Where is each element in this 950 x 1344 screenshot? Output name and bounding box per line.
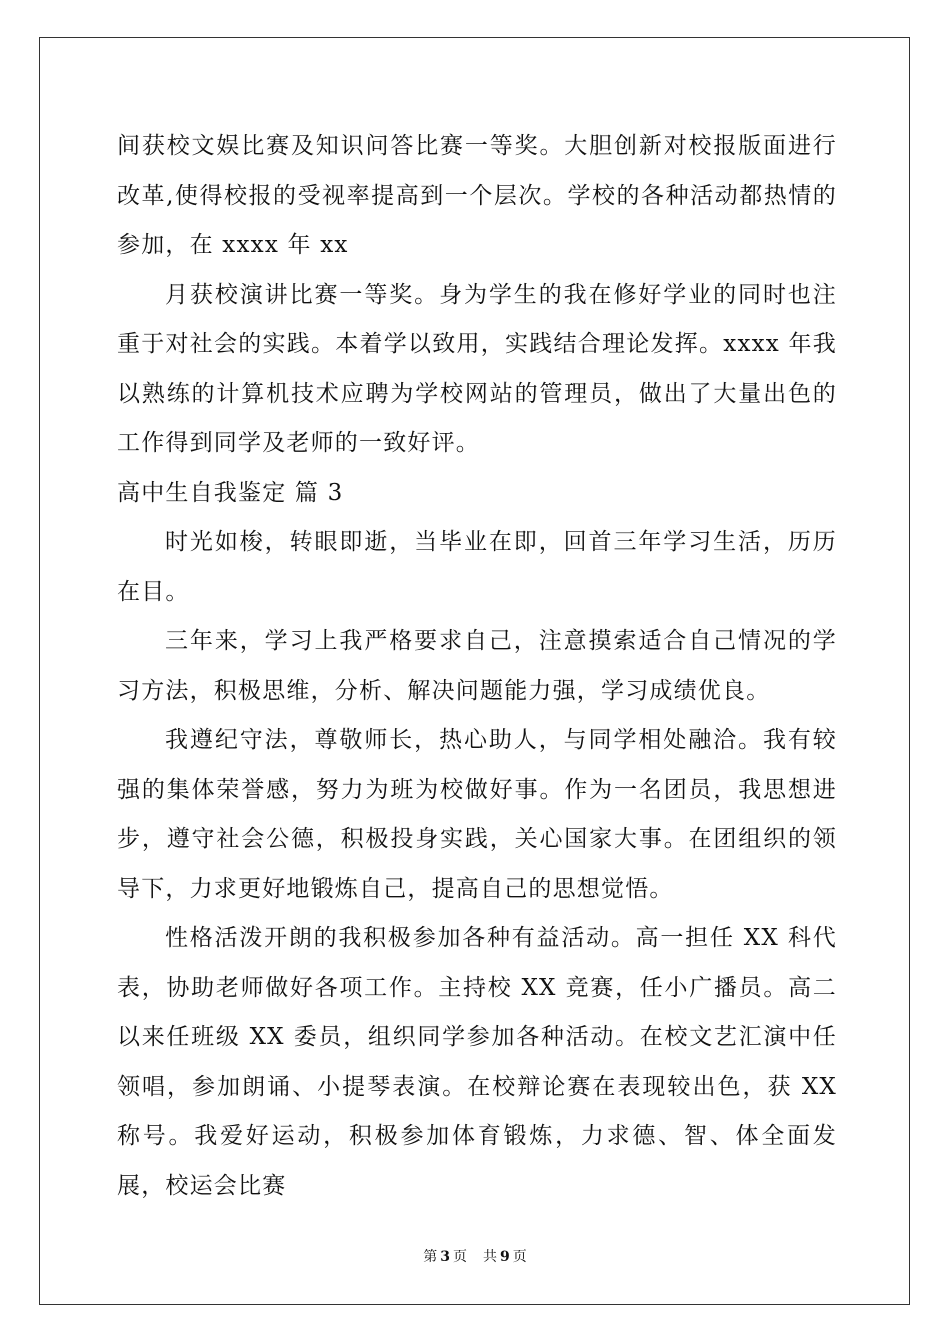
section-paragraph-1: 时光如梭，转眼即逝，当毕业在即，回首三年学习生活，历历在目。 bbox=[117, 529, 837, 605]
total-pages: 9 bbox=[500, 1249, 510, 1265]
document-body bbox=[117, 122, 837, 1211]
total-prefix: 共 bbox=[483, 1249, 497, 1265]
page-footer bbox=[0, 1246, 950, 1266]
page-number: 3 bbox=[440, 1249, 450, 1265]
section-paragraph-2: 三年来，学习上我严格要求自己，注意摸索适合自己情况的学习方法，积极思维，分析、解决问题能力强，学习成绩优良。 bbox=[117, 628, 837, 704]
section-paragraph-3: 我遵纪守法，尊敬师长，热心助人，与同学相处融洽。我有较强的集体荣誉感，努力为班为校做好事。作为一名团员，我思想进步，遵守社会公德，积极投身实践，关心国家大事。在团组织的领导下，力求更好地锻炼自己，提高自己的思想觉悟。 bbox=[117, 727, 837, 902]
section-heading: 高中生自我鉴定 篇 3 bbox=[117, 479, 344, 506]
total-suffix: 页 bbox=[512, 1249, 527, 1265]
section-paragraph-4: 性格活泼开朗的我积极参加各种有益活动。高一担任 XX 科代表，协助老师做好各项工作。主持校 XX 竞赛，任小广播员。高二以来任班级 XX 委员，组织同学参加各种活动。在校文艺汇演中任领唱，参加朗诵、小提琴表演。在校辩论赛在表现较出色，获 XX 称号。我爱好运动，积极参加体育锻炼，力求德、智、体全面发展，校运会比赛 bbox=[117, 925, 837, 1199]
paragraph-2: 月获校演讲比赛一等奖。身为学生的我在修好学业的同时也注重于对社会的实践。本着学以致用，实践结合理论发挥。xxxx 年我以熟练的计算机技术应聘为学校网站的管理员，做出了大量出色的工作得到同学及老师的一致好评。 bbox=[117, 281, 837, 456]
page-prefix: 第 bbox=[423, 1249, 438, 1265]
page-suffix: 页 bbox=[453, 1249, 467, 1265]
paragraph-1: 间获校文娱比赛及知识问答比赛一等奖。大胆创新对校报版面进行改革,使得校报的受视率提高到一个层次。学校的各种活动都热情的参加，在 xxxx 年 xx bbox=[117, 133, 837, 258]
